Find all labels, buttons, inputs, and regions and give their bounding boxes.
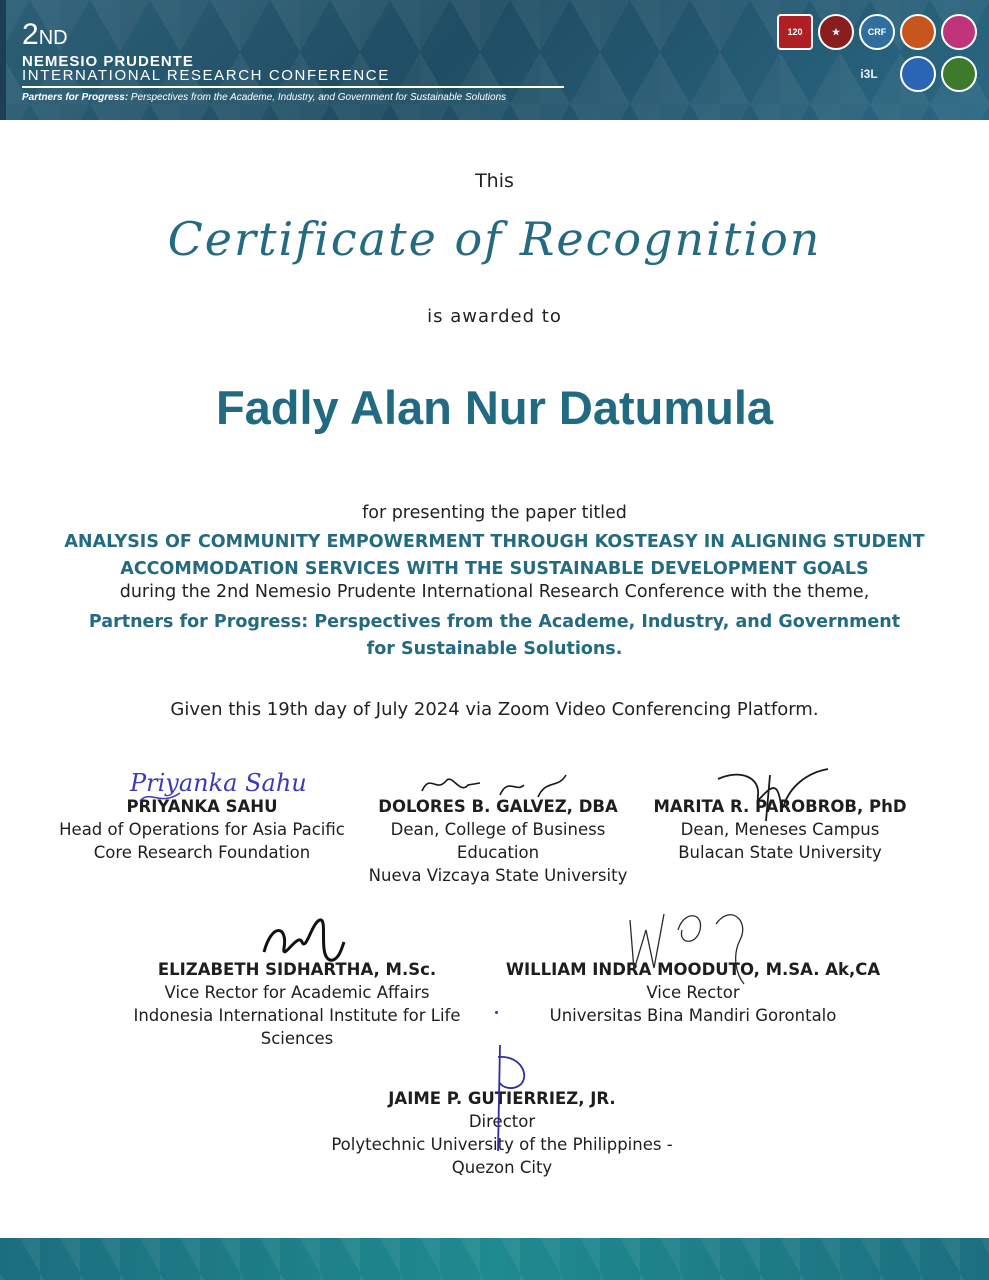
star-seal-logo: ★ [818, 14, 854, 50]
signatory-title-line: Core Research Foundation [93, 843, 311, 862]
signatory-title-line: Universitas Bina Mandiri Gorontalo [549, 1006, 837, 1025]
intro-text: for presenting the paper titled [362, 503, 627, 523]
signatory-title-line: Head of Operations for Asia Pacific [59, 820, 345, 839]
footer-band [0, 1238, 989, 1280]
pink-seal-logo [941, 14, 977, 50]
blue-seal-logo [900, 56, 936, 92]
crf-logo: CRF [859, 14, 895, 50]
signatory-title-line: Nueva Vizcaya State University [368, 866, 628, 885]
signatory-title-line: Quezon City [451, 1158, 553, 1177]
theme-line1: Partners for Progress: Perspectives from the Academe, Industry, and Government [88, 612, 901, 632]
conference-title-line1: NEMESIO PRUDENTE [22, 53, 194, 70]
signatory-name: ELIZABETH SIDHARTHA, M.Sc. [157, 960, 437, 979]
signatory-elizabeth [120, 958, 474, 1050]
awarded-label: is awarded to [427, 306, 562, 327]
edition-suffix: ND [38, 27, 68, 49]
theme-rest: Perspectives from the Academe, Industry, and Government for Sustainable Solutions [128, 92, 507, 103]
theme-text [0, 609, 989, 663]
conference-title-line2: INTERNATIONAL RESEARCH CONFERENCE [22, 67, 390, 84]
i3l-logo: i3L [860, 67, 878, 81]
signatory-title-line: Education [456, 843, 540, 862]
during-text: during the 2nd Nemesio Prudente International Research Conference with the theme, [119, 582, 870, 602]
header-divider [22, 86, 564, 88]
anniversary-120-logo: 120 [777, 14, 813, 50]
theme-line2: for Sustainable Solutions. [366, 639, 623, 659]
paper-title-line1: ANALYSIS OF COMMUNITY EMPOWERMENT THROUGH KOSTEASY IN ALIGNING STUDENT [64, 532, 925, 552]
signatory-william [490, 958, 896, 1027]
signatory-dolores [358, 795, 638, 887]
signature-priyanka-text: Priyanka Sahu [130, 769, 307, 797]
partner-logos [745, 14, 977, 92]
signatory-marita [640, 795, 920, 864]
header-edge [0, 0, 6, 120]
given-text: Given this 19th day of July 2024 via Zoom Video Conferencing Platform. [170, 699, 819, 720]
conference-header [0, 0, 989, 120]
edition-number: 2 [22, 18, 39, 51]
ink-dot [495, 1011, 498, 1014]
green-seal-logo [941, 56, 977, 92]
signatory-title-line: Dean, Meneses Campus [680, 820, 880, 839]
theme-bold: Partners for Progress: [22, 92, 129, 103]
university-seal-logo [900, 14, 936, 50]
conference-theme [22, 92, 506, 103]
signatory-title-line: Director [468, 1112, 536, 1131]
signatory-title-line: Vice Rector [646, 983, 740, 1002]
signatory-name: WILLIAM INDRA MOODUTO, M.SA. Ak,CA [505, 960, 881, 979]
signatory-name: DOLORES B. GALVEZ, DBA [378, 797, 618, 816]
signatory-name: JAIME P. GUTIERRIEZ, JR. [388, 1089, 616, 1108]
signatory-title-line: Vice Rector for Academic Affairs [164, 983, 430, 1002]
edition-label [22, 20, 68, 53]
signatory-name: MARITA R. PAROBROB, PhD [653, 797, 907, 816]
certificate-title: Certificate of Recognition [167, 212, 822, 266]
recipient-name: Fadly Alan Nur Datumula [215, 381, 774, 434]
signatory-priyanka [50, 769, 354, 864]
signatory-title-line: Indonesia International Institute for Life [133, 1006, 461, 1025]
signatory-title-line: Bulacan State University [678, 843, 882, 862]
signatory-title-line: Sciences [260, 1029, 334, 1048]
signatory-name: PRIYANKA SAHU [126, 797, 278, 816]
signatory-title-line: Dean, College of Business [390, 820, 606, 839]
signatory-title-line: Polytechnic University of the Philippines - [331, 1135, 673, 1154]
signatory-jaime [300, 1087, 704, 1179]
paper-title-line2: ACCOMMODATION SERVICES WITH THE SUSTAINABLE DEVELOPMENT GOALS [120, 559, 869, 579]
paper-title [0, 529, 989, 583]
this-label: This [475, 170, 514, 192]
footer-pattern [0, 1238, 989, 1280]
